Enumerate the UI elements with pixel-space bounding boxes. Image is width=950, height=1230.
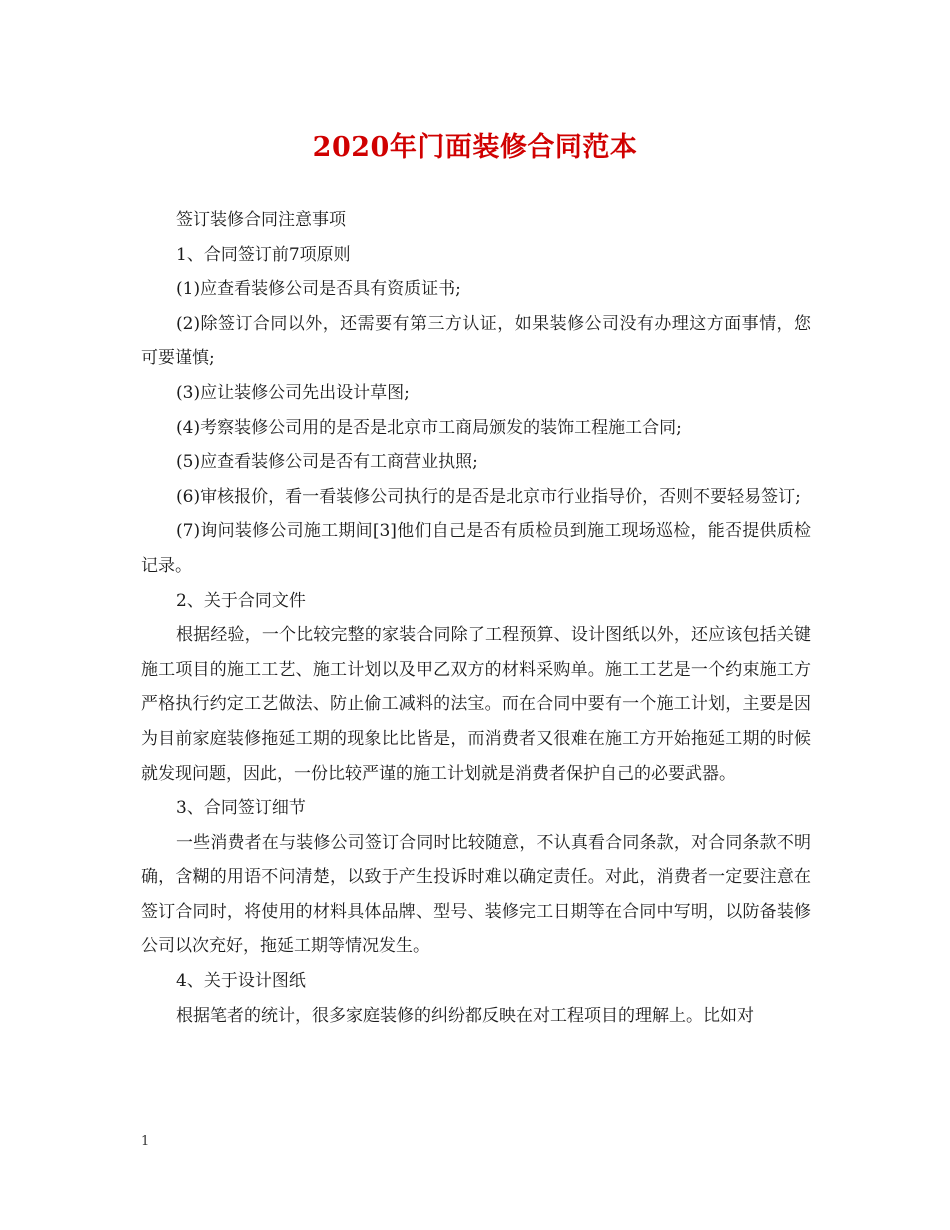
section-heading-4: 4、关于设计图纸 <box>176 971 306 992</box>
list-item-1: (1)应查看装修公司是否具有资质证书; <box>176 279 461 300</box>
document-title: 2020年门面装修合同范本 <box>312 132 638 163</box>
page-number: 1 <box>141 1134 150 1149</box>
document-body <box>141 203 811 1033</box>
list-item-7: (7)询问装修公司施工期间[3]他们自己是否有质检员到施工现场巡检，能否提供质检记录。 <box>141 521 811 576</box>
list-item-2: (2)除签订合同以外，还需要有第三方认证，如果装修公司没有办理这方面事情，您可要谨慎; <box>141 313 811 369</box>
list-item-4: (4)考察装修公司用的是否是北京市工商局颁发的装饰工程施工合同; <box>176 417 682 438</box>
list-item-6: (6)审核报价，看一看装修公司执行的是否是北京市行业指导价，否则不要轻易签订; <box>176 486 801 507</box>
section-heading-2: 2、关于合同文件 <box>176 590 306 611</box>
paragraph-design-drawings: 根据笔者的统计，很多家庭装修的纠纷都反映在对工程项目的理解上。比如对 <box>176 1005 754 1026</box>
list-item-3: (3)应让装修公司先出设计草图; <box>176 382 410 403</box>
paragraph-contract-documents: 根据经验，一个比较完整的家装合同除了工程预算、设计图纸以外，还应该包括关键施工项目的施工工艺、施工计划以及甲乙双方的材料采购单。施工工艺是一个约束施工方严格执行约定工艺做法、防止偷工减料的法宝。而在合同中要有一个施工计划，主要是因为目前家庭装修拖延工期的现象比比皆是，而消费者又很难在施工方开始拖延工期的时候就发现问题，因此，一份比较严谨的施工计划就是消费者保护自己的必要武器。 <box>141 625 811 784</box>
section-heading-1: 1、合同签订前7项原则 <box>176 244 351 265</box>
heading-notes: 签订装修合同注意事项 <box>176 210 346 230</box>
paragraph-contract-details: 一些消费者在与装修公司签订合同时比较随意，不认真看合同条款，对合同条款不明确，含糊的用语不问清楚，以致于产生投诉时难以确定责任。对此，消费者一定要注意在签订合同时，将使用的材料具体品牌、型号、装修完工日期等在合同中写明，以防备装修公司以次充好，拖延工期等情况发生。 <box>141 832 811 957</box>
section-heading-3: 3、合同签订细节 <box>176 798 306 819</box>
list-item-5: (5)应查看装修公司是否有工商营业执照; <box>176 452 478 473</box>
